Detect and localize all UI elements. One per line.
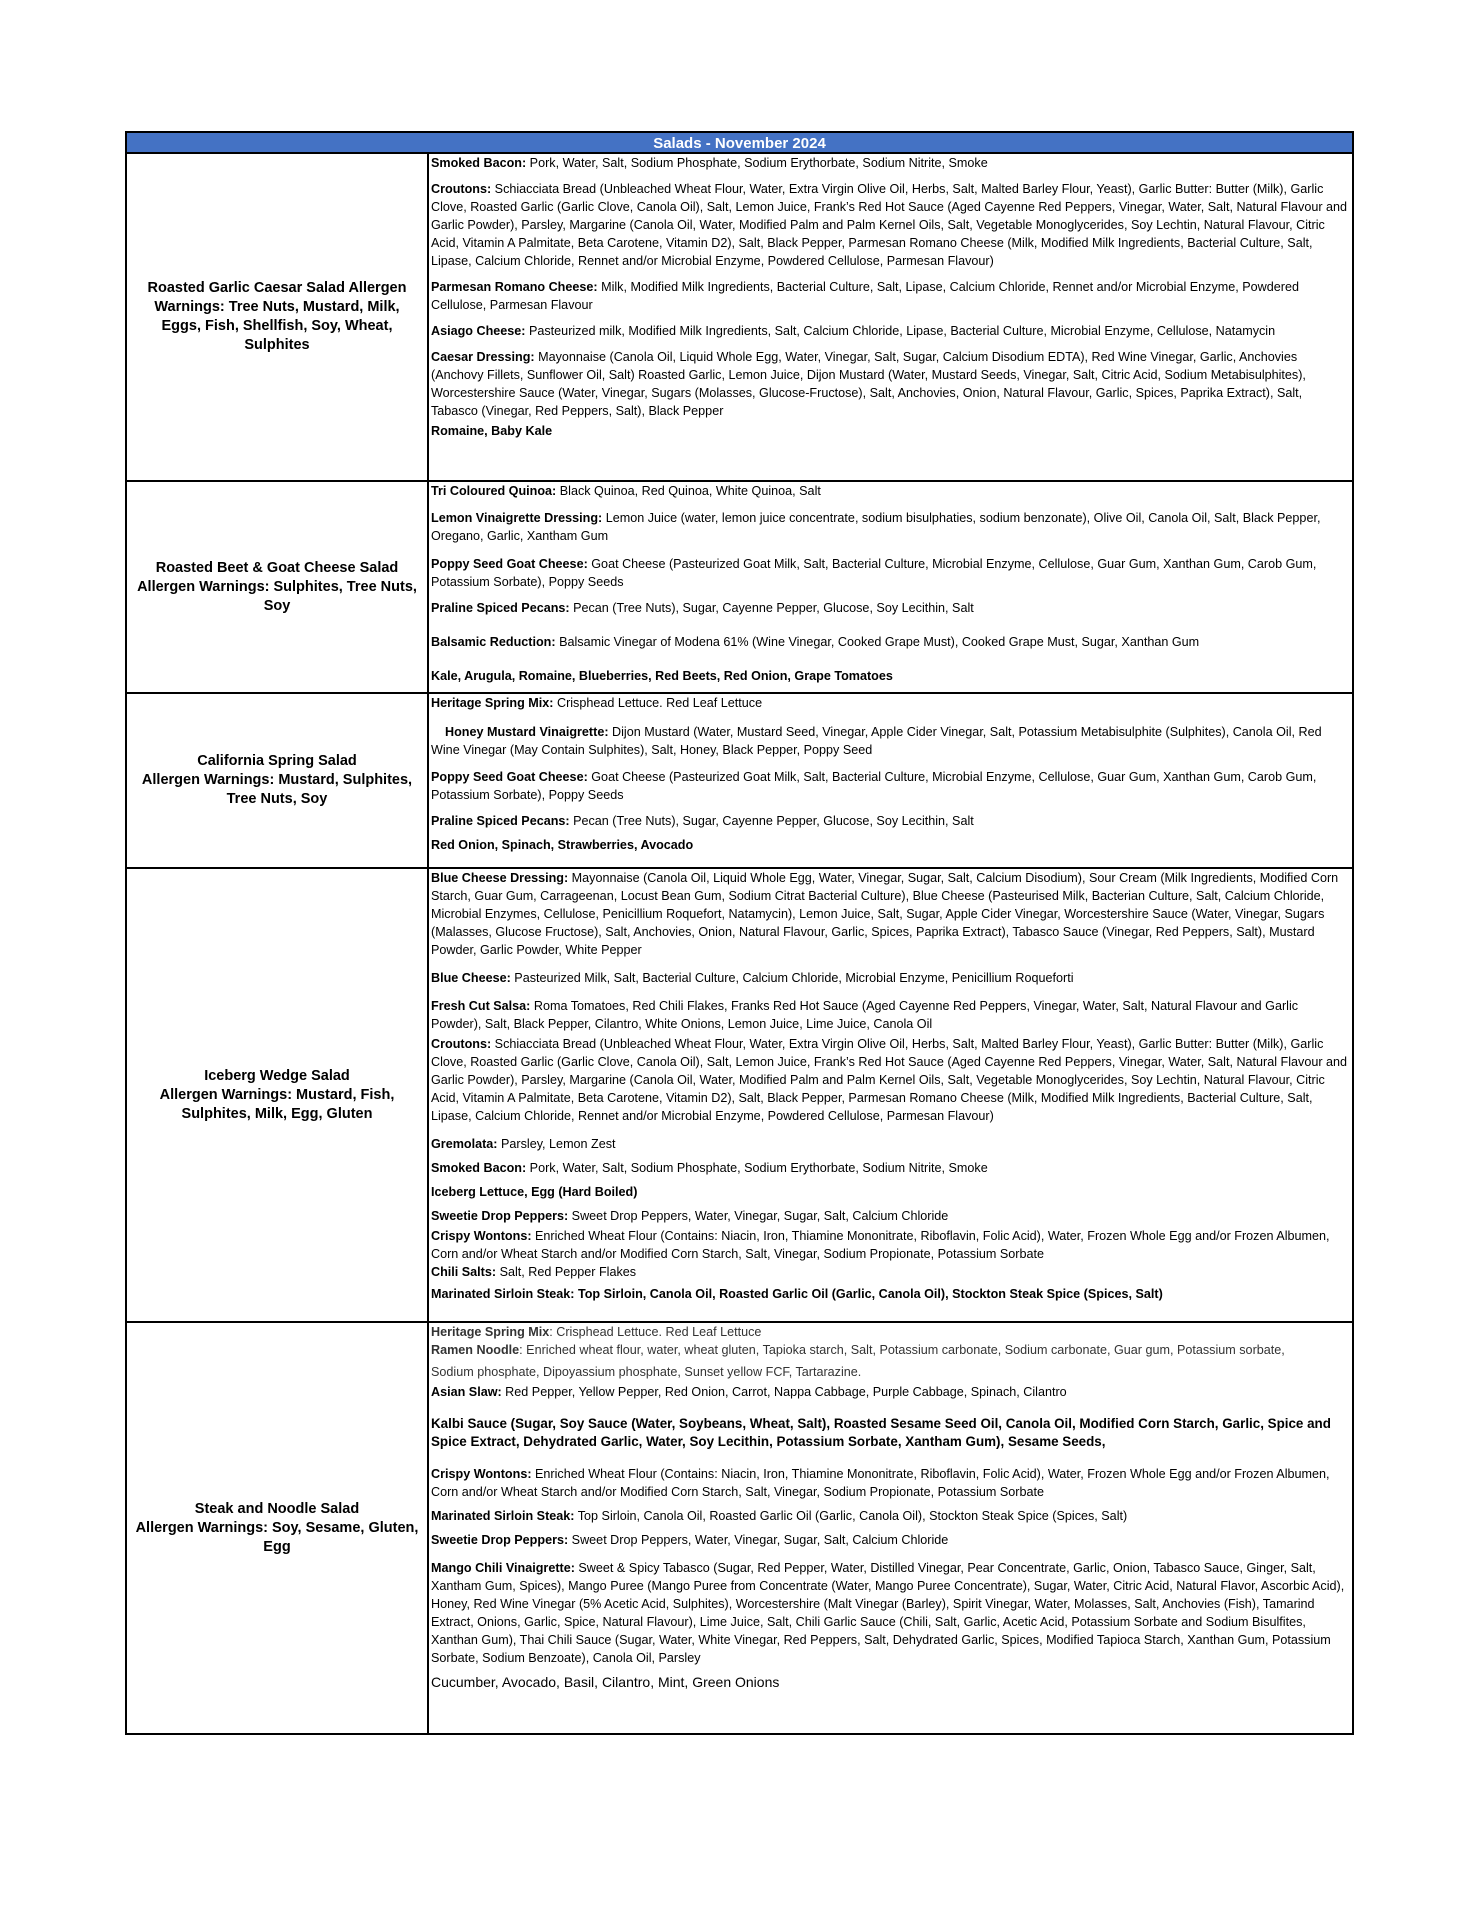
ingredient-item xyxy=(431,1341,1349,1359)
ingredient-item xyxy=(431,768,1349,804)
ingredient-label: Crispy Wontons: xyxy=(431,1467,532,1481)
ingredient-text: Crisphead Lettuce. Red Leaf Lettuce xyxy=(553,696,763,710)
ingredient-label: Red Onion, Spinach, Strawberries, Avocado xyxy=(431,838,694,852)
salad-name-line: Warnings: Tree Nuts, Mustard, Milk, xyxy=(154,299,400,315)
salad-row xyxy=(125,692,1354,869)
ingredients-cell xyxy=(429,154,1352,480)
ingredient-item xyxy=(431,1465,1349,1501)
ingredient-item xyxy=(431,1559,1349,1667)
ingredient-label: Lemon Vinaigrette Dressing: xyxy=(431,511,603,525)
salad-name-line: Allergen Warnings: Sulphites, Tree Nuts, xyxy=(137,578,417,595)
ingredient-text: : Crisphead Lettuce. Red Leaf Lettuce xyxy=(549,1325,762,1339)
salad-name-cell xyxy=(127,869,429,1321)
ingredient-item xyxy=(431,1135,1349,1153)
ingredients-cell xyxy=(429,482,1352,692)
ingredient-item xyxy=(431,869,1349,959)
ingredient-label: Asiago Cheese: xyxy=(431,324,526,338)
ingredient-label: Croutons: xyxy=(431,182,492,196)
ingredient-text: Dijon Mustard (Water, Mustard Seed, Vinegar, Apple Cider Vinegar, Salt, Potassium Metabisulphite (Sulphites), Canola Oil, Red Wine Vinegar (May Contain Sulphites), Salt, Honey, Black Pepper, Poppy Seed xyxy=(431,725,1322,757)
ingredient-label: Ramen Noodle xyxy=(431,1343,520,1357)
salad-name-line: Sulphites xyxy=(244,337,310,353)
ingredient-text: Milk, Modified Milk Ingredients, Bacterial Culture, Salt, Lipase, Calcium Chloride, Rennet and/or Microbial Enzyme, Powdered Cellulose, Parmesan Flavour xyxy=(431,280,1299,312)
salad-name-line: California Spring Salad xyxy=(197,753,357,769)
ingredient-text: Mayonnaise (Canola Oil, Liquid Whole Egg, Water, Vinegar, Salt, Sugar, Calcium Disodium EDTA), Red Wine Vinegar, Garlic, Anchovies (Anchovy Fillets, Sunflower Oil, Salt) Roasted Garlic, Lemon Juice, Dijon Mustard (Water, Mustard Seeds, Vinegar, Salt, Citric Acid, Sodium Metabisulphites), Worcestershire Sauce (Water, Vinegar, Sugars (Molasses, Glucose-Fructose), Salt, Anchovies, Onion, Natural Flavour, Garlic, Spices, Paprika Extract), Salt, Tabasco (Vinegar, Red Peppers, Salt), Black Pepper xyxy=(431,350,1306,418)
ingredient-item xyxy=(431,1159,1349,1177)
ingredient-label: Sweetie Drop Peppers: xyxy=(431,1209,569,1223)
ingredient-text: Sweet Drop Peppers, Water, Vinegar, Sugar, Salt, Calcium Chloride xyxy=(568,1209,949,1223)
ingredient-item xyxy=(431,836,1349,854)
ingredient-label: Mango Chili Vinaigrette: xyxy=(431,1561,575,1575)
ingredient-item xyxy=(431,1415,1349,1451)
ingredient-label: Fresh Cut Salsa: xyxy=(431,999,531,1013)
ingredient-text: Parsley, Lemon Zest xyxy=(497,1137,616,1151)
ingredient-label: Kalbi Sauce (Sugar, Soy Sauce (Water, Soybeans, Wheat, Salt), Roasted Sesame Seed Oil, Canola Oil, Modified Corn Starch, Garlic, Spice and Spice Extract, Dehydrated Garlic, Water, Soy Lecithin, Potassium Sorbate, Xantham Gum), Sesame Seeds, xyxy=(431,1416,1331,1449)
ingredient-text: Salt, Red Pepper Flakes xyxy=(496,1265,637,1279)
ingredient-text: Pork, Water, Salt, Sodium Phosphate, Sodium Erythorbate, Sodium Nitrite, Smoke xyxy=(526,156,988,170)
ingredient-text: Pasteurized milk, Modified Milk Ingredients, Salt, Calcium Chloride, Lipase, Bacterial Culture, Microbial Enzyme, Cellulose, Natamycin xyxy=(525,324,1276,338)
ingredient-label: Parmesan Romano Cheese: xyxy=(431,280,598,294)
salad-name-line: Tree Nuts, Soy xyxy=(226,791,328,807)
ingredients-cell xyxy=(429,1323,1352,1733)
salad-name-cell xyxy=(127,1323,429,1733)
ingredient-label: Croutons: xyxy=(431,1037,492,1051)
ingredient-label: Caesar Dressing: xyxy=(431,350,535,364)
ingredient-item xyxy=(431,694,1349,712)
ingredient-label: Honey Mustard Vinaigrette: xyxy=(445,725,609,739)
ingredient-text: Cucumber, Avocado, Basil, Cilantro, Mint, Green Onions xyxy=(431,1674,780,1690)
ingredient-label: Heritage Spring Mix xyxy=(431,1325,550,1339)
ingredient-item xyxy=(431,1263,1349,1281)
ingredient-text: Goat Cheese (Pasteurized Goat Milk, Salt, Bacterial Culture, Microbial Enzyme, Cellulose, Guar Gum, Xanthan Gum, Carob Gum, Potassium Sorbate), Poppy Seeds xyxy=(431,557,1317,589)
ingredient-text: Pecan (Tree Nuts), Sugar, Cayenne Pepper, Glucose, Soy Lecithin, Salt xyxy=(569,601,974,615)
salad-name-line: Eggs, Fish, Shellfish, Soy, Wheat, xyxy=(161,318,393,334)
ingredient-text: Red Pepper, Yellow Pepper, Red Onion, Carrot, Nappa Cabbage, Purple Cabbage, Spinach, Cilantro xyxy=(501,1385,1067,1399)
ingredient-label: Balsamic Reduction: xyxy=(431,635,556,649)
ingredient-text: Pasteurized Milk, Salt, Bacterial Culture, Calcium Chloride, Microbial Enzyme, Penicillium Roqueforti xyxy=(510,971,1074,985)
salad-name-line: Allergen Warnings: Mustard, Sulphites, xyxy=(141,772,413,788)
ingredient-text: Pork, Water, Salt, Sodium Phosphate, Sodium Erythorbate, Sodium Nitrite, Smoke xyxy=(526,1161,988,1175)
ingredient-text: Schiacciata Bread (Unbleached Wheat Flour, Water, Extra Virgin Olive Oil, Herbs, Salt, Malted Barley Flour, Yeast), Garlic Butter: Butter (Milk), Garlic Clove, Roasted Garlic (Garlic Clove, Canola Oil), Salt, Lemon Juice, Frank’s Red Hot Sauce (Aged Cayenne Red Peppers, Vinegar, Water, Salt, Natural Flavour and Garlic Powder), Parsley, Margarine (Canola Oil, Water, Modified Palm and Palm Kernel Oils, Salt, Vegetable Monoglycerides, Soy Lechtin, Natural Flavour, Citric Acid, Vitamin A Palmitate, Beta Carotene, Vitamin D2), Salt, Black Pepper, Parmesan Romano Cheese (Milk, Modified Milk Ingredients, Bacterial Culture, Salt, Lipase, Calcium Chloride, Rennet and/or Microbial Enzyme, Powdered Cellulose, Parmesan Flavour) xyxy=(431,182,1348,268)
ingredient-label: Poppy Seed Goat Cheese: xyxy=(431,557,588,571)
ingredient-item xyxy=(431,278,1349,314)
ingredient-text: Lemon Juice (water, lemon juice concentrate, sodium bisulphaties, sodium benzonate), Olive Oil, Canola Oil, Salt, Black Pepper, Oregano, Garlic, Xantham Gum xyxy=(431,511,1321,543)
ingredient-label: Poppy Seed Goat Cheese: xyxy=(431,770,588,784)
ingredient-item xyxy=(431,509,1349,545)
ingredient-text: Pecan (Tree Nuts), Sugar, Cayenne Pepper, Glucose, Soy Lecithin, Salt xyxy=(569,814,974,828)
ingredient-text: Goat Cheese (Pasteurized Goat Milk, Salt, Bacterial Culture, Microbial Enzyme, Cellulose, Guar Gum, Xanthan Gum, Carob Gum, Potassium Sorbate), Poppy Seeds xyxy=(431,770,1317,802)
ingredient-item xyxy=(431,599,1349,617)
ingredient-text: Roma Tomatoes, Red Chili Flakes, Franks Red Hot Sauce (Aged Cayenne Red Peppers, Vinegar, Water, Salt, Natural Flavour and Garlic Powder), Salt, Black Pepper, Cilantro, White Onions, Lemon Juice, Lime Juice, Canola Oil xyxy=(431,999,1299,1031)
salad-name-line: Roasted Beet & Goat Cheese Salad xyxy=(155,559,399,576)
salad-name-line: Soy xyxy=(263,597,291,614)
ingredient-label: Tri Coloured Quinoa: xyxy=(431,484,557,498)
salad-name-cell xyxy=(127,694,429,867)
ingredient-item xyxy=(431,180,1349,270)
salad-name-cell xyxy=(127,482,429,692)
ingredient-text: Sweet Drop Peppers, Water, Vinegar, Sugar, Salt, Calcium Chloride xyxy=(568,1533,949,1547)
ingredient-label: Praline Spiced Pecans: xyxy=(431,601,570,615)
table-title: Salads - November 2024 xyxy=(125,131,1354,154)
salads-allergen-table xyxy=(125,131,1354,1735)
ingredient-item xyxy=(431,667,1349,685)
salad-row xyxy=(125,867,1354,1323)
ingredient-label: Gremolata: xyxy=(431,1137,498,1151)
ingredient-item xyxy=(431,1285,1349,1303)
salad-name-line: Sulphites, Milk, Egg, Gluten xyxy=(181,1105,373,1122)
salad-row xyxy=(125,152,1354,482)
ingredient-item xyxy=(431,1183,1349,1201)
ingredient-text: Enriched Wheat Flour (Contains: Niacin, Iron, Thiamine Mononitrate, Riboflavin, Folic Acid), Water, Frozen Whole Egg and/or Frozen Albumen, Corn and/or Wheat Starch and/or Modified Corn Starch, Salt, Vinegar, Sodium Propionate, Potassium Sorbate xyxy=(431,1467,1330,1499)
ingredient-text: Schiacciata Bread (Unbleached Wheat Flour, Water, Extra Virgin Olive Oil, Herbs, Salt, Malted Barley Flour, Yeast), Garlic Butter: Butter (Milk), Garlic Clove, Roasted Garlic (Garlic Clove, Canola Oil), Salt, Lemon Juice, Frank’s Red Hot Sauce (Aged Cayenne Red Peppers, Vinegar, Water, Salt, Natural Flavour and Garlic Powder), Parsley, Margarine (Canola Oil, Water, Modified Palm and Palm Kernel Oils, Salt, Vegetable Monoglycerides, Soy Lechtin, Natural Flavour, Citric Acid, Vitamin A Palmitate, Beta Carotene, Vitamin D2), Salt, Black Pepper, Parmesan Romano Cheese (Milk, Modified Milk Ingredients, Bacterial Culture, Salt, Lipase, Calcium Chloride, Rennet and/or Microbial Enzyme, Powdered Cellulose, Parmesan Flavour) xyxy=(431,1037,1348,1123)
ingredient-item xyxy=(431,997,1349,1033)
ingredient-label: Asian Slaw: xyxy=(431,1385,502,1399)
ingredient-item xyxy=(431,1207,1349,1225)
salad-name-line: Allergen Warnings: Mustard, Fish, xyxy=(159,1086,395,1103)
ingredient-label: Blue Cheese: xyxy=(431,971,511,985)
salad-name-line: Allergen Warnings: Soy, Sesame, Gluten, xyxy=(135,1519,419,1536)
ingredient-text: Top Sirloin, Canola Oil, Roasted Garlic Oil (Garlic, Canola Oil), Stockton Steak Spice (Spices, Salt) xyxy=(574,1509,1128,1523)
ingredient-item xyxy=(431,1227,1349,1263)
ingredient-label: Iceberg Lettuce, Egg (Hard Boiled) xyxy=(431,1185,638,1199)
ingredient-item xyxy=(431,1323,1349,1341)
ingredient-item xyxy=(431,322,1349,340)
ingredient-label: Romaine, Baby Kale xyxy=(431,424,553,438)
ingredient-item xyxy=(431,482,1349,500)
ingredients-cell xyxy=(429,694,1352,867)
ingredient-label: Kale, Arugula, Romaine, Blueberries, Red Beets, Red Onion, Grape Tomatoes xyxy=(431,669,893,683)
ingredient-label: Smoked Bacon: xyxy=(431,1161,527,1175)
ingredient-item xyxy=(431,555,1349,591)
ingredient-text: Sodium phosphate, Dipoyassium phosphate, Sunset yellow FCF, Tartarazine. xyxy=(431,1365,862,1379)
ingredient-item xyxy=(431,154,1349,172)
salad-name-cell xyxy=(127,154,429,480)
ingredient-text: Enriched Wheat Flour (Contains: Niacin, Iron, Thiamine Mononitrate, Riboflavin, Folic Acid), Water, Frozen Whole Egg and/or Frozen Albumen, Corn and/or Wheat Starch and/or Modified Corn Starch, Salt, Vinegar, Sodium Propionate, Potassium Sorbate xyxy=(431,1229,1330,1261)
ingredient-label: Crispy Wontons: xyxy=(431,1229,532,1243)
ingredient-text: Black Quinoa, Red Quinoa, White Quinoa, Salt xyxy=(556,484,821,498)
ingredient-label: Blue Cheese Dressing: xyxy=(431,871,569,885)
ingredient-item xyxy=(431,1363,1349,1381)
ingredient-label: Sweetie Drop Peppers: xyxy=(431,1533,569,1547)
ingredient-text: Mayonnaise (Canola Oil, Liquid Whole Egg, Water, Vinegar, Sugar, Salt, Calcium Disodium), Sour Cream (Milk Ingredients, Modified Corn Starch, Guar Gum, Carrageenan, Locust Bean Gum, Sodium Citrat Bacterial Culture), Blue Cheese (Pasteurised Milk, Bacterian Culture, Salt, Calcium Chloride, Microbial Enzymes, Cellulose, Penicillium Roquefort, Natamycin), Lemon Juice, Salt, Sugar, Apple Cider Vinegar, Worcestershire Sauce (Water, Vinegar, Sugars (Malasses, Glucose Fructose), Salt, Anchovies, Onion, Natural Flavour, Garlic, Spices, Paprika Extract), Tabasco Sauce (Vinegar, Red Peppers, Salt), Mustard Powder, Garlic Powder, White Pepper xyxy=(431,871,1339,957)
ingredient-label: Marinated Sirloin Steak: Top Sirloin, Canola Oil, Roasted Garlic Oil (Garlic, Canola Oil), Stockton Steak Spice (Spices, Salt) xyxy=(431,1287,1163,1301)
ingredient-label: Marinated Sirloin Steak: xyxy=(431,1509,575,1523)
ingredient-item xyxy=(431,969,1349,987)
ingredient-item xyxy=(431,1035,1349,1132)
ingredient-label: Chili Salts: xyxy=(431,1265,497,1279)
ingredient-item xyxy=(431,1383,1349,1401)
ingredient-item xyxy=(431,348,1349,420)
ingredient-text: Balsamic Vinegar of Modena 61% (Wine Vinegar, Cooked Grape Must), Cooked Grape Must, Sugar, Xanthan Gum xyxy=(555,635,1200,649)
ingredient-label: Smoked Bacon: xyxy=(431,156,527,170)
salad-name-line: Steak and Noodle Salad xyxy=(194,1500,360,1517)
ingredient-item xyxy=(431,812,1349,830)
ingredient-text: : Enriched wheat flour, water, wheat gluten, Tapioka starch, Salt, Potassium carbonate, Sodium carbonate, Guar gum, Potassium sorbate, xyxy=(519,1343,1285,1357)
ingredient-label: Praline Spiced Pecans: xyxy=(431,814,570,828)
ingredient-label: Heritage Spring Mix: xyxy=(431,696,554,710)
ingredient-item xyxy=(431,723,1349,759)
ingredient-item xyxy=(431,1531,1349,1549)
salad-row xyxy=(125,1321,1354,1735)
ingredients-cell xyxy=(429,869,1352,1321)
ingredient-text: Sweet & Spicy Tabasco (Sugar, Red Pepper, Water, Distilled Vinegar, Pear Concentrate, Garlic, Onion, Tabasco Sauce, Ginger, Salt, Xantham Gum, Spices), Mango Puree (Mango Puree from Concentrate (Water, Mango Puree Concentrate), Sugar, Water, Citric Acid, Natural Flavor, Ascorbic Acid), Honey, Red Wine Vinegar (5% Acetic Acid, Sulphites), Worcestershire (Malt Vinegar (Barley), Spirit Vinegar, Water, Molasses, Salt, Anchovies (Fish), Tamarind Extract, Onions, Garlic, Spice, Natural Flavour), Lime Juice, Salt, Chili Garlic Sauce (Chili, Salt, Garlic, Acetic Acid, Potassium Sorbate and Sodium Bisulfites, Xanthan Gum), Thai Chili Sauce (Sugar, Water, White Vinegar, Red Peppers, Salt, Dehydrated Garlic, Spices, Modified Tapioca Starch, Xanthan Gum, Potassium Sorbate, Sodium Benzoate), Canola Oil, Parsley xyxy=(431,1561,1345,1665)
salad-row xyxy=(125,480,1354,694)
salad-name-line: Egg xyxy=(263,1538,291,1555)
ingredient-item xyxy=(431,1507,1349,1525)
salad-name-line: Iceberg Wedge Salad xyxy=(204,1067,350,1084)
salad-name-line: Roasted Garlic Caesar Salad Allergen xyxy=(147,280,407,296)
ingredient-item xyxy=(431,1673,1349,1691)
ingredient-item xyxy=(431,422,1349,440)
ingredient-item xyxy=(431,633,1349,651)
